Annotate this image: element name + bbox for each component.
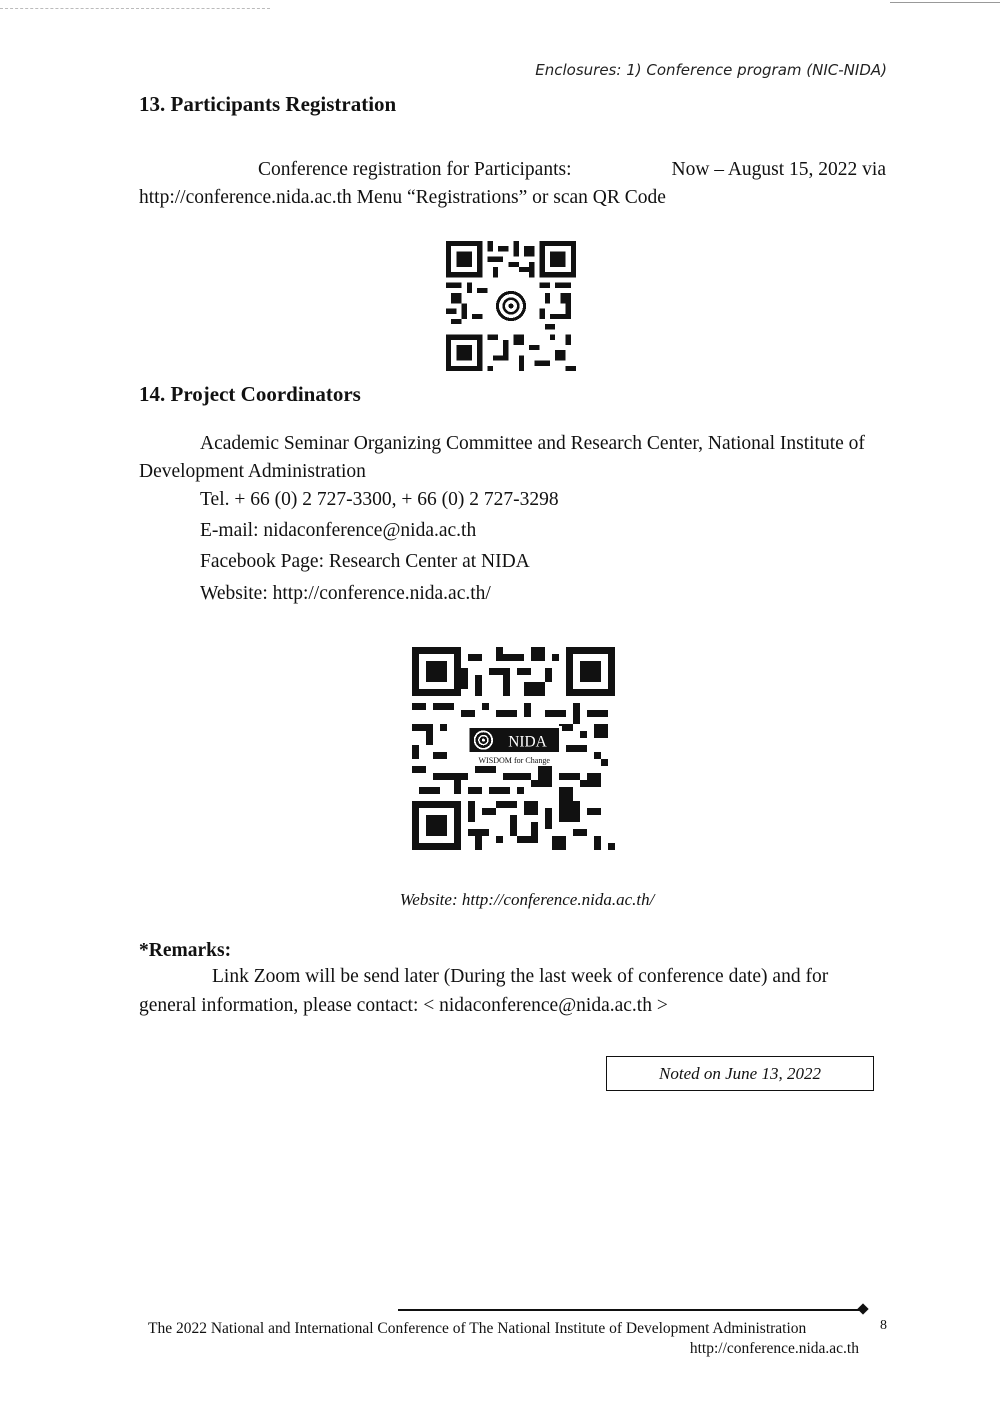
contact-website[interactable]: Website: http://conference.nida.ac.th/: [200, 583, 491, 604]
page-number: 8: [880, 1318, 887, 1333]
footer-conference-title: The 2022 National and International Conference of The National Institute of Development Administration: [148, 1320, 807, 1337]
registration-dates: Now – August 15, 2022 via: [671, 159, 886, 180]
organization-line-2: Development Administration: [139, 461, 366, 482]
section-14-heading: 14. Project Coordinators: [139, 382, 361, 406]
footer-rule: [398, 1309, 860, 1311]
scan-artifact-line: [0, 8, 270, 9]
footer-diamond-icon: [857, 1303, 868, 1314]
noted-date-box: [606, 1056, 874, 1091]
contact-email[interactable]: E-mail: nidaconference@nida.ac.th: [200, 520, 477, 541]
registration-qr-code[interactable]: [446, 241, 576, 371]
website-qr-code[interactable]: [412, 647, 615, 850]
organization-line-1: Academic Seminar Organizing Committee and Research Center, National Institute of: [200, 433, 865, 454]
nida-logo-badge: [467, 726, 562, 765]
remarks-line-2: general information, please contact: < nidaconference@nida.ac.th >: [139, 995, 668, 1016]
nida-tagline: WISDOM for Change: [478, 756, 550, 766]
registration-url-line: http://conference.nida.ac.th Menu “Registrations” or scan QR Code: [139, 187, 666, 208]
enclosure-note: Enclosures: 1) Conference program (NIC-NIDA): [535, 61, 887, 79]
nida-logo-text: NIDA: [508, 733, 547, 751]
section-13-heading: 13. Participants Registration: [139, 92, 397, 116]
contact-facebook: Facebook Page: Research Center at NIDA: [200, 551, 530, 572]
remarks-line-1: Link Zoom will be send later (During the last week of conference date) and for: [212, 966, 829, 987]
qr-caption: Website: http://conference.nida.ac.th/: [399, 890, 655, 909]
footer-url[interactable]: http://conference.nida.ac.th: [689, 1340, 859, 1357]
registration-label: Conference registration for Participants:: [258, 159, 572, 180]
contact-telephone: Tel. + 66 (0) 2 727-3300, + 66 (0) 2 727-3298: [200, 489, 559, 510]
noted-date: Noted on June 13, 2022: [659, 1063, 821, 1083]
nida-emblem-icon: [494, 289, 527, 322]
scan-artifact-line: [890, 2, 1000, 3]
remarks-label: *Remarks:: [139, 940, 232, 961]
